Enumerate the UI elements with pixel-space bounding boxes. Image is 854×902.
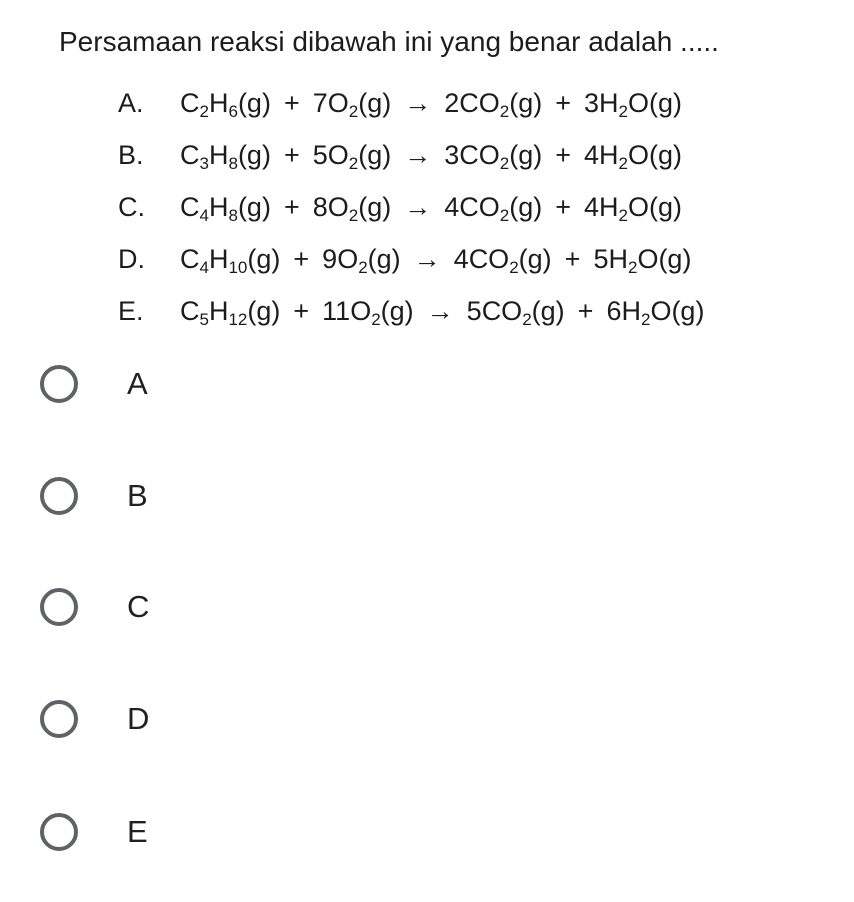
chemical-term — [180, 140, 271, 171]
subscript: 4 — [199, 257, 209, 277]
subscript: 2 — [627, 257, 638, 277]
term-text: 3H — [584, 87, 619, 118]
equation-row — [118, 181, 704, 233]
chemical-term — [584, 88, 682, 119]
option-e[interactable] — [0, 786, 854, 878]
plus-sign: + — [555, 191, 571, 222]
term-text: 4CO — [444, 191, 500, 222]
term-text: (g) — [237, 139, 271, 170]
question-text: Persamaan reaksi dibawah ini yang benar adalah ..... — [59, 26, 719, 57]
subscript: 2 — [348, 153, 359, 173]
radio-button-b[interactable] — [40, 477, 78, 515]
subscript: 5 — [199, 309, 209, 329]
term-text: O(g) — [627, 139, 682, 170]
term-text: (g) — [237, 87, 271, 118]
subscript: 8 — [228, 153, 238, 173]
reaction-arrow: → — [426, 295, 454, 326]
equation-letter: C. — [118, 191, 145, 222]
term-text: H — [208, 243, 229, 274]
term-text: 3CO — [444, 139, 500, 170]
plus-sign: + — [577, 295, 594, 326]
reaction-arrow: → — [404, 191, 432, 222]
plus-sign: + — [283, 87, 300, 118]
chemical-term — [606, 296, 704, 327]
reaction-arrow: → — [404, 139, 432, 170]
term-text: C — [180, 87, 200, 118]
chemical-term — [584, 192, 682, 223]
equation-row — [118, 77, 704, 129]
plus-sign: + — [293, 295, 310, 326]
chemical-term — [467, 296, 565, 327]
term-text: (g) — [358, 87, 392, 118]
plus-sign: + — [555, 139, 571, 170]
term-text: (g) — [509, 191, 543, 222]
equation-formula — [180, 88, 682, 119]
term-text: C — [180, 191, 200, 222]
equation-formula — [180, 244, 691, 275]
term-text: 4H — [584, 191, 619, 222]
option-label-e: E — [127, 814, 148, 849]
equation-letter: D. — [118, 243, 145, 274]
equation-row — [118, 129, 704, 181]
term-text: 4H — [584, 139, 619, 170]
subscript: 2 — [499, 153, 510, 173]
equation-letter: B. — [118, 139, 144, 170]
equation-letter: E. — [118, 295, 144, 326]
term-text: O(g) — [627, 191, 682, 222]
term-text: O(g) — [637, 243, 692, 274]
term-text: 9O — [322, 243, 359, 274]
term-text: (g) — [247, 295, 281, 326]
reaction-arrow: → — [404, 87, 432, 118]
subscript: 2 — [348, 101, 359, 121]
term-text: (g) — [380, 295, 414, 326]
term-text: (g) — [509, 139, 543, 170]
chemical-term — [180, 88, 271, 119]
chemical-term — [593, 244, 691, 275]
radio-button-e[interactable] — [40, 813, 78, 851]
option-label-b: B — [127, 478, 148, 513]
chemical-term — [180, 244, 280, 275]
subscript: 6 — [228, 101, 238, 121]
term-text: H — [208, 295, 229, 326]
equation-formula — [180, 296, 704, 327]
radio-button-a[interactable] — [40, 365, 78, 403]
subscript: 2 — [358, 257, 368, 277]
term-text: C — [180, 295, 200, 326]
option-label-a: A — [127, 366, 148, 401]
term-text: (g) — [237, 191, 271, 222]
question-image — [0, 0, 854, 330]
equation-formula — [180, 140, 682, 171]
term-text: 11O — [322, 295, 372, 326]
term-text: O(g) — [627, 87, 682, 118]
chemical-term — [444, 140, 542, 171]
term-text: (g) — [358, 139, 392, 170]
chemical-term — [322, 244, 401, 275]
subscript: 2 — [618, 205, 628, 225]
equation-row — [118, 233, 704, 285]
plus-sign: + — [283, 191, 300, 222]
chemical-term — [180, 296, 280, 327]
term-text: H — [208, 87, 229, 118]
chemical-term — [313, 140, 392, 171]
term-text: C — [180, 139, 200, 170]
term-text: (g) — [247, 243, 281, 274]
term-text: (g) — [509, 87, 543, 118]
option-label-c: C — [127, 589, 150, 624]
chemical-term — [454, 244, 552, 275]
term-text: 6H — [606, 295, 641, 326]
term-text: H — [208, 139, 229, 170]
chemical-term — [313, 192, 392, 223]
term-text: C — [180, 243, 200, 274]
option-d[interactable] — [0, 673, 854, 765]
subscript: 8 — [228, 205, 238, 225]
option-c[interactable] — [0, 561, 854, 653]
equation-row — [118, 285, 704, 337]
term-text: H — [208, 191, 229, 222]
subscript: 2 — [371, 309, 381, 329]
term-text: 8O — [312, 191, 349, 222]
subscript: 2 — [499, 205, 510, 225]
chemical-term — [584, 140, 682, 171]
option-b[interactable] — [0, 450, 854, 542]
term-text: 5CO — [466, 295, 523, 326]
term-text: 2CO — [444, 87, 500, 118]
subscript: 3 — [199, 153, 209, 173]
radio-button-c[interactable] — [40, 588, 78, 626]
option-a[interactable] — [0, 338, 854, 430]
radio-button-d[interactable] — [40, 700, 78, 738]
term-text: (g) — [531, 295, 565, 326]
subscript: 2 — [618, 153, 628, 173]
term-text: 7O — [312, 87, 349, 118]
chemical-term — [444, 88, 542, 119]
subscript: 2 — [640, 309, 651, 329]
term-text: (g) — [358, 191, 392, 222]
option-label-d: D — [127, 701, 150, 736]
chemical-term — [322, 296, 414, 327]
chemical-term — [313, 88, 392, 119]
chemical-term — [180, 192, 271, 223]
term-text: (g) — [518, 243, 552, 274]
equation-formula — [180, 192, 682, 223]
term-text: 5O — [312, 139, 349, 170]
subscript: 2 — [509, 257, 519, 277]
subscript: 4 — [199, 205, 209, 225]
subscript: 2 — [618, 101, 628, 121]
plus-sign: + — [293, 243, 310, 274]
reaction-arrow: → — [413, 243, 441, 274]
subscript: 2 — [499, 101, 510, 121]
equation-list — [118, 77, 704, 337]
subscript: 12 — [228, 309, 248, 329]
term-text: 5H — [593, 243, 628, 274]
term-text: O(g) — [650, 295, 705, 326]
subscript: 2 — [348, 205, 359, 225]
plus-sign: + — [555, 87, 571, 118]
equation-letter: A. — [118, 87, 144, 118]
term-text: 4CO — [453, 243, 510, 274]
plus-sign: + — [283, 139, 300, 170]
subscript: 10 — [228, 257, 248, 277]
subscript: 2 — [199, 101, 209, 121]
subscript: 2 — [522, 309, 532, 329]
term-text: (g) — [367, 243, 401, 274]
chemical-term — [444, 192, 542, 223]
plus-sign: + — [564, 243, 581, 274]
